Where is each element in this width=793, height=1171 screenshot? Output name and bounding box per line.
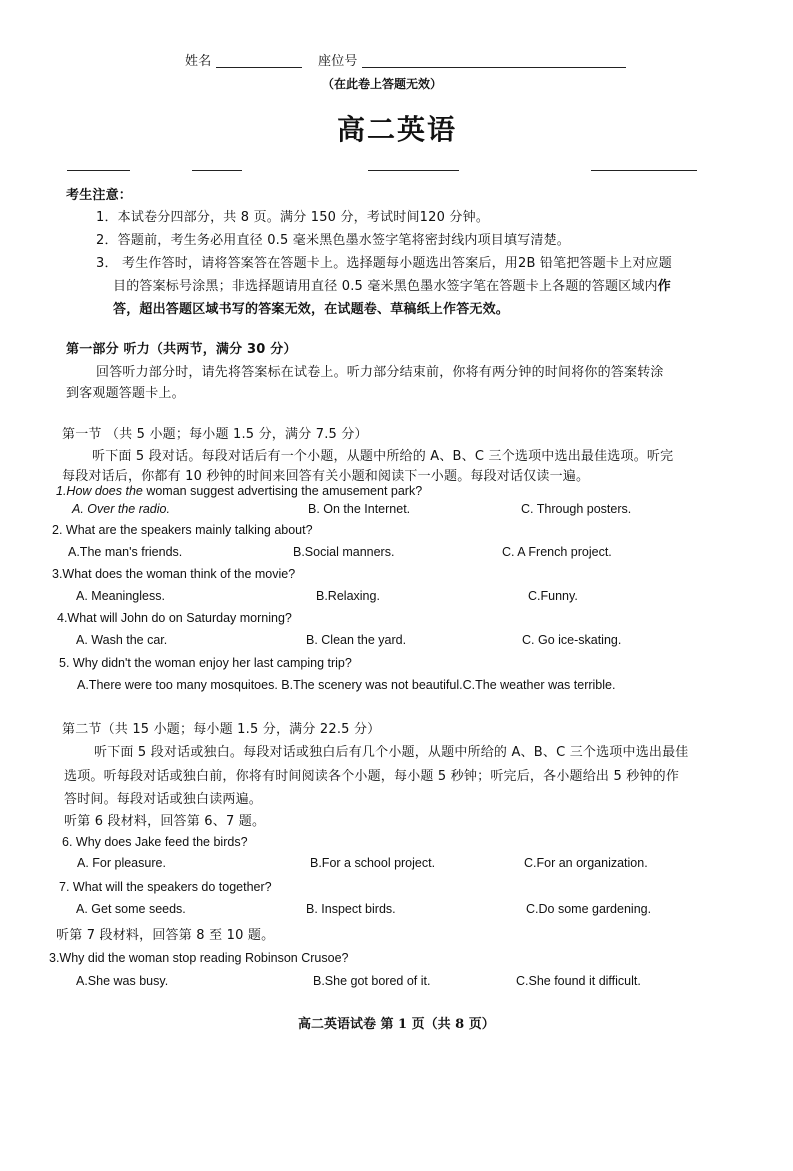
q6-option-b[interactable]: B.For a school project. xyxy=(310,856,436,870)
seal-line-4 xyxy=(591,170,697,171)
instruction-item-3-line2-bold: 作 xyxy=(657,279,671,294)
section1-intro-line1: 听下面 5 段对话。每段对话后有一个小题，从题中所给的 A、B、C 三个选项中选出最佳选项。听完 xyxy=(92,449,674,464)
question-8: 3.Why did the woman stop reading Robinson Crusoe? xyxy=(49,951,349,965)
section2-intro-line3: 答时间。每段对话或独白读两遍。 xyxy=(64,792,263,807)
instruction-item-3-line2 xyxy=(113,275,671,294)
q8-option-b[interactable]: B.She got bored of it. xyxy=(313,974,431,988)
question-6: 6. Why does Jake feed the birds? xyxy=(62,835,248,849)
instruction-item-3-line3: 答，超出答题区域书写的答案无效，在试题卷、草稿纸上作答无效。 xyxy=(113,302,510,317)
q3-option-c[interactable]: C.Funny. xyxy=(528,589,578,603)
question-1 xyxy=(56,484,422,498)
section2-intro-line2: 选项。听每段对话或独白前，你将有时间阅读各个小题，每小题 5 秒钟；听完后，各小题给出 5 秒钟的作 xyxy=(64,769,680,784)
question-1-rest: woman suggest advertising the amusement park? xyxy=(142,484,423,498)
q4-option-b[interactable]: B. Clean the yard. xyxy=(306,633,407,647)
q6-option-c[interactable]: C.For an organization. xyxy=(524,856,648,870)
part1-intro-line1: 回答听力部分时，请先将答案标在试卷上。听力部分结束前，你将有两分钟的时间将你的答案转涂 xyxy=(96,365,664,380)
q7-option-b[interactable]: B. Inspect birds. xyxy=(306,902,396,916)
q7-option-c[interactable]: C.Do some gardening. xyxy=(526,902,652,916)
q1-option-a[interactable]: A. Over the radio. xyxy=(72,502,170,516)
name-blank[interactable] xyxy=(216,67,302,68)
question-7: 7. What will the speakers do together? xyxy=(59,880,272,894)
question-1-italic: 1.How does the xyxy=(56,484,143,498)
q7-option-a[interactable]: A. Get some seeds. xyxy=(76,902,186,916)
notice: （在此卷上答题无效） xyxy=(322,77,443,91)
q3-option-a[interactable]: A. Meaningless. xyxy=(76,589,165,603)
question-2: 2. What are the speakers mainly talking about? xyxy=(52,523,313,537)
question-5: 5. Why didn't the woman enjoy her last camping trip? xyxy=(59,656,352,670)
seal-line-1 xyxy=(67,170,130,171)
material-6: 听第 6 段材料，回答第 6、7 题。 xyxy=(64,814,266,829)
q2-option-c[interactable]: C. A French project. xyxy=(502,545,612,559)
question-4: 4.What will John do on Saturday morning? xyxy=(57,611,292,625)
page-footer: 高二英语试卷 第 1 页（共 8 页） xyxy=(298,1017,495,1032)
seal-line-2 xyxy=(192,170,242,171)
q1-option-b[interactable]: B. On the Internet. xyxy=(308,502,411,516)
q5-options[interactable]: A.There were too many mosquitoes. B.The scenery was not beautiful.C.The weather was terrible. xyxy=(77,678,616,692)
page-title: 高二英语 xyxy=(337,113,458,146)
name-label: 姓名 xyxy=(185,54,212,69)
q6-option-a[interactable]: A. For pleasure. xyxy=(77,856,166,870)
q2-option-b[interactable]: B.Social manners. xyxy=(293,545,395,559)
seat-label: 座位号 xyxy=(318,54,358,69)
section2-intro-line1: 听下面 5 段对话或独白。每段对话或独白后有几个小题，从题中所给的 A、B、C 三个选项中选出最佳 xyxy=(94,745,689,760)
section1-intro-line2: 每段对话后，你都有 10 秒钟的时间来回答有关小题和阅读下一小题。每段对话仅读一遍。 xyxy=(62,469,590,484)
material-7: 听第 7 段材料，回答第 8 至 10 题。 xyxy=(56,928,275,943)
q2-option-a[interactable]: A.The man's friends. xyxy=(68,545,183,559)
question-3: 3.What does the woman think of the movie? xyxy=(52,567,296,581)
q4-option-c[interactable]: C. Go ice-skating. xyxy=(522,633,622,647)
section1-heading: 第一节 （共 5 小题；每小题 1.5 分，满分 7.5 分） xyxy=(62,427,368,442)
q8-option-a[interactable]: A.She was busy. xyxy=(76,974,169,988)
part1-intro-line2: 到客观题答题卡上。 xyxy=(66,386,185,401)
seat-blank[interactable] xyxy=(362,67,626,68)
seal-line-3 xyxy=(368,170,459,171)
instructions-heading: 考生注意： xyxy=(66,188,133,203)
instruction-item-2: 2．答题前，考生务必用直径 0.5 毫米黑色墨水签字笔将密封线内项目填写清楚。 xyxy=(96,233,571,248)
section2-heading: 第二节（共 15 小题；每小题 1.5 分，满分 22.5 分） xyxy=(62,722,381,737)
instruction-item-3-line2-text: 目的答案标号涂黑；非选择题请用直径 0.5 毫米黑色墨水签字笔在答题卡上各题的答题区域内 xyxy=(113,279,658,294)
q4-option-a[interactable]: A. Wash the car. xyxy=(76,633,168,647)
instruction-item-3: 3． 考生作答时，请将答案答在答题卡上。选择题每小题选出答案后，用2B 铅笔把答题卡上对应题 xyxy=(96,256,672,271)
q1-option-c[interactable]: C. Through posters. xyxy=(521,502,632,516)
part1-heading: 第一部分 听力（共两节，满分 30 分） xyxy=(66,342,297,357)
q8-option-c[interactable]: C.She found it difficult. xyxy=(516,974,641,988)
instruction-item-1: 1．本试卷分四部分，共 8 页。满分 150 分，考试时间120 分钟。 xyxy=(96,210,490,225)
q3-option-b[interactable]: B.Relaxing. xyxy=(316,589,380,603)
